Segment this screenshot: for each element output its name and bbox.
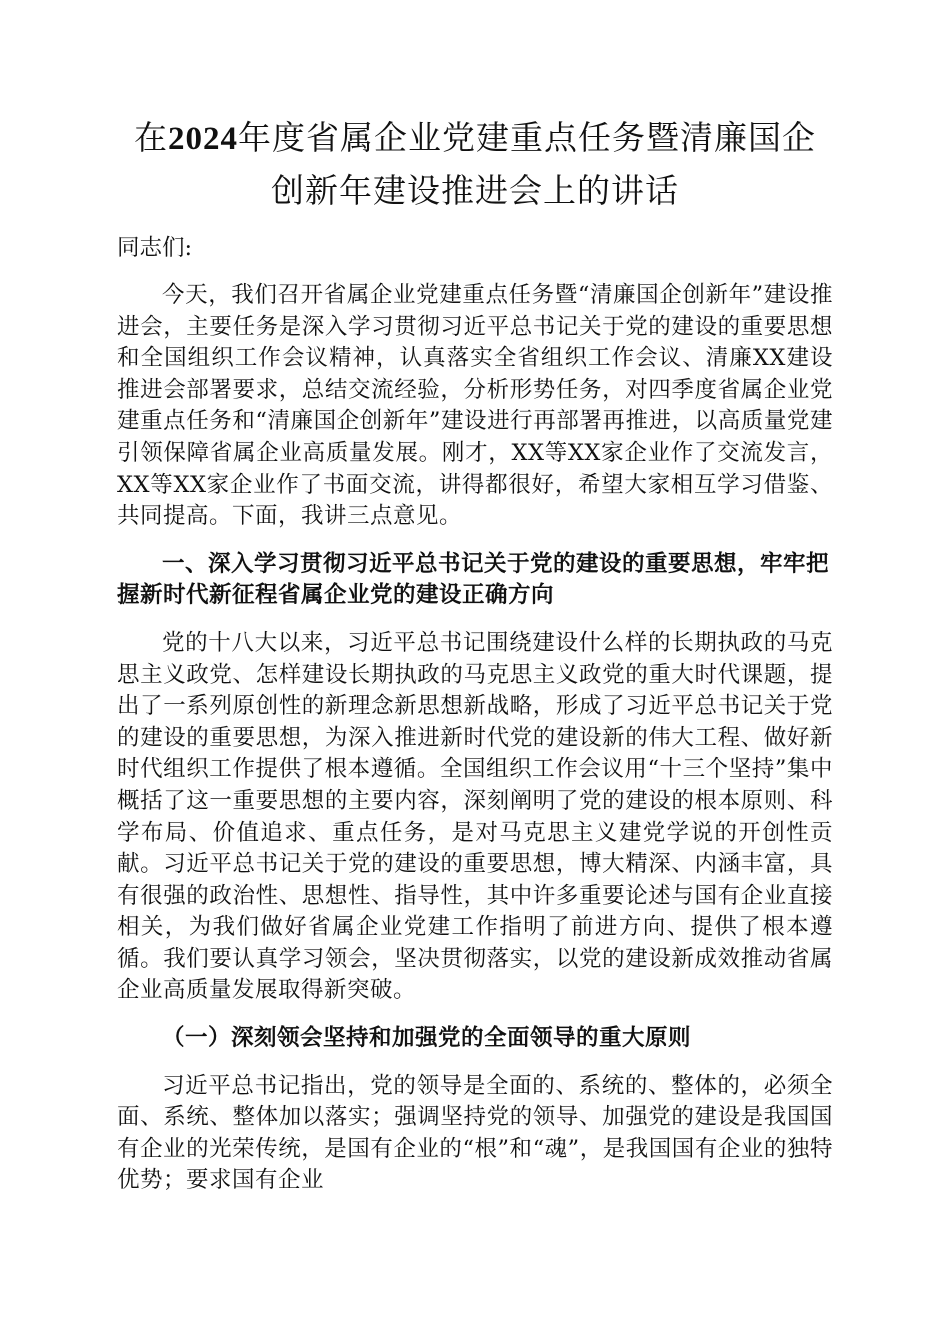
salutation: 同志们: xyxy=(117,235,193,261)
document-title xyxy=(117,112,833,217)
section-heading-1: 一、深入学习贯彻习近平总书记关于党的建设的重要思想，牢牢把握新时代新征程省属企业党的建设正确方向 xyxy=(117,550,830,609)
title-line2: 创新年建设推进会上的讲话 xyxy=(271,171,679,210)
title-year: 2024 xyxy=(168,121,238,157)
title-prefix: 在 xyxy=(134,118,168,157)
intro-paragraph: 今天，我们召开省属企业党建重点任务暨“清廉国企创新年”建设推进会，主要任务是深入学习贯彻习近平总书记关于党的建设的重要思想和全国组织工作会议精神，认真落实全省组织工作会议、清廉XX建设推进会部署要求，总结交流经验，分析形势任务，对四季度省属企业党建重点任务和“清廉国企创新年”建设进行再部署再推进，以高质量党建引领保障省属企业高质量发展。刚才，XX等XX家企业作了交流发言，XX等XX家企业作了书面交流，讲得都很好，希望大家相互学习借鉴、共同提高。下面，我讲三点意见。 xyxy=(117,282,833,530)
subsection1-paragraph: 习近平总书记指出，党的领导是全面的、系统的、整体的，必须全面、系统、整体加以落实；强调坚持党的领导、加强党的建设是我国国有企业的光荣传统，是国有企业的“根”和“魂”，是我国国有企业的独特优势；要求国有企业 xyxy=(117,1072,833,1194)
title-line1-rest: 年度省属企业党建重点任务暨清廉国企 xyxy=(238,118,816,157)
document-page xyxy=(117,112,833,1213)
subsection-heading-1: （一）深刻领会坚持和加强党的全面领导的重大原则 xyxy=(162,1025,692,1052)
section1-paragraph: 党的十八大以来，习近平总书记围绕建设什么样的长期执政的马克思主义政党、怎样建设长期执政的马克思主义政党的重大时代课题，提出了一系列原创性的新理念新思想新战略，形成了习近平总书记关于党的建设的重要思想，为深入推进新时代党的建设新的伟大工程、做好新时代组织工作提供了根本遵循。全国组织工作会议用“十三个坚持”集中概括了这一重要思想的主要内容，深刻阐明了党的建设的根本原则、科学布局、价值追求、重点任务，是对马克思主义建党学说的开创性贡献。习近平总书记关于党的建设的重要思想，博大精深、内涵丰富，具有很强的政治性、思想性、指导性，其中许多重要论述与国有企业直接相关，为我们做好省属企业党建工作指明了前进方向、提供了根本遵循。我们要认真学习领会，坚决贯彻落实，以党的建设新成效推动省属企业高质量发展取得新突破。 xyxy=(117,629,833,1004)
